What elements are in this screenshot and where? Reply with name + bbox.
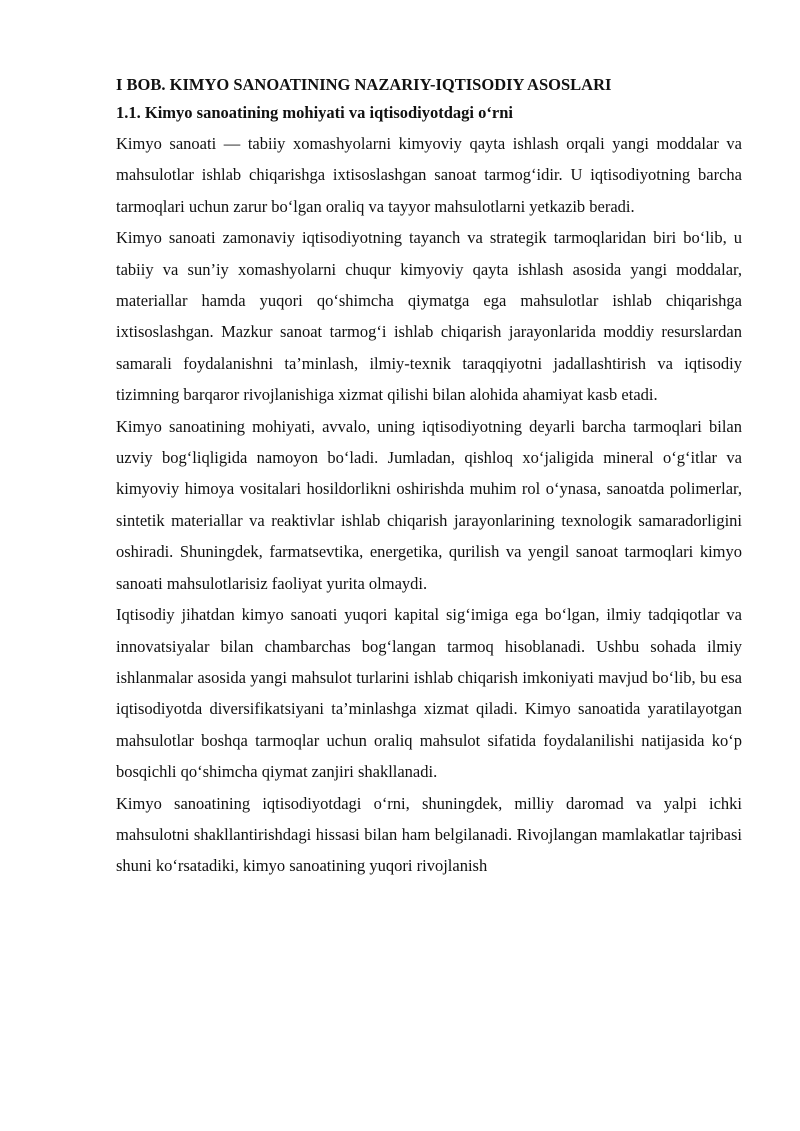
chapter-title: I BOB. KIMYO SANOATINING NAZARIY-IQTISODIY ASOSLARI [116,75,612,94]
paragraph-1: Kimyo sanoati — tabiiy xomashyolarni kimyoviy qayta ishlash orqali yangi moddalar va mahsulotlar ishlab chiqarishga ixtisoslashgan sanoat tarmog‘idir. U iqtisodiyotning barcha tarmoqlari uchun zarur bo‘lgan oraliq va tayyor mahsulotlarni yetkazib beradi. [116,134,742,216]
paragraph-2: Kimyo sanoati zamonaviy iqtisodiyotning tayanch va strategik tarmoqlaridan biri bo‘lib, u tabiiy va sun’iy xomashyolarni chuqur kimyoviy qayta ishlash asosida yangi moddalar, materiallar hamda yuqori qo‘shimcha qiymatga ega mahsulotlar ishlab chiqarishga ixtisoslashgan. Mazkur sanoat tarmog‘i ishlab chiqarish jarayonlarida moddiy resurslardan samarali foydalanishni ta’minlash, ilmiy-texnik taraqqiyotni jadallashtirish va iqtisodiy tizimning barqaror rivojlanishiga xizmat qilishi bilan alohida ahamiyat kasb etadi. [116,228,742,405]
paragraph-5: Kimyo sanoatining iqtisodiyotdagi o‘rni, shuningdek, milliy daromad va yalpi ichki mahsulotni shakllantirishdagi hissasi bilan ham belgilanadi. Rivojlangan mamlakatlar tajribasi shuni ko‘rsatadiki, kimyo sanoatining yuqori rivojlanish [116,793,742,876]
section-title: 1.1. Kimyo sanoatining mohiyati va iqtisodiyotdagi o‘rni [116,103,513,122]
paragraph-3: Kimyo sanoatining mohiyati, avvalo, uning iqtisodiyotning deyarli barcha tarmoqlari bilan uzviy bog‘liqligida namoyon bo‘ladi. Jumladan, qishloq xo‘jaligida mineral o‘g‘itlar va kimyoviy himoya vositalari hosildorlikni oshirishda muhim rol o‘ynasa, sanoatda polimerlar, sintetik materiallar va reaktivlar ishlab chiqarish jarayonlarining texnologik samaradorligini oshiradi. Shuningdek, farmatsevtika, energetika, qurilish va yengil sanoat tarmoqlari kimyo sanoati mahsulotlarisiz faoliyat yurita olmaydi. [116,416,742,593]
document-page [116,74,742,882]
paragraph-4: Iqtisodiy jihatdan kimyo sanoati yuqori kapital sig‘imiga ega bo‘lgan, ilmiy tadqiqotlar va innovatsiyalar bilan chambarchas bog‘langan tarmoq hisoblanadi. Ushbu sohada ilmiy ishlanmalar asosida yangi mahsulot turlarini ishlab chiqarish imkoniyati mavjud bo‘lib, bu esa iqtisodiyotda diversifikatsiyani ta’minlashga xizmat qiladi. Kimyo sanoatida yaratilayotgan mahsulotlar boshqa tarmoqlar uchun oraliq mahsulot sifatida foydalanilishi natijasida ko‘p bosqichli qo‘shimcha qiymat zanjiri shakllanadi. [116,605,742,782]
